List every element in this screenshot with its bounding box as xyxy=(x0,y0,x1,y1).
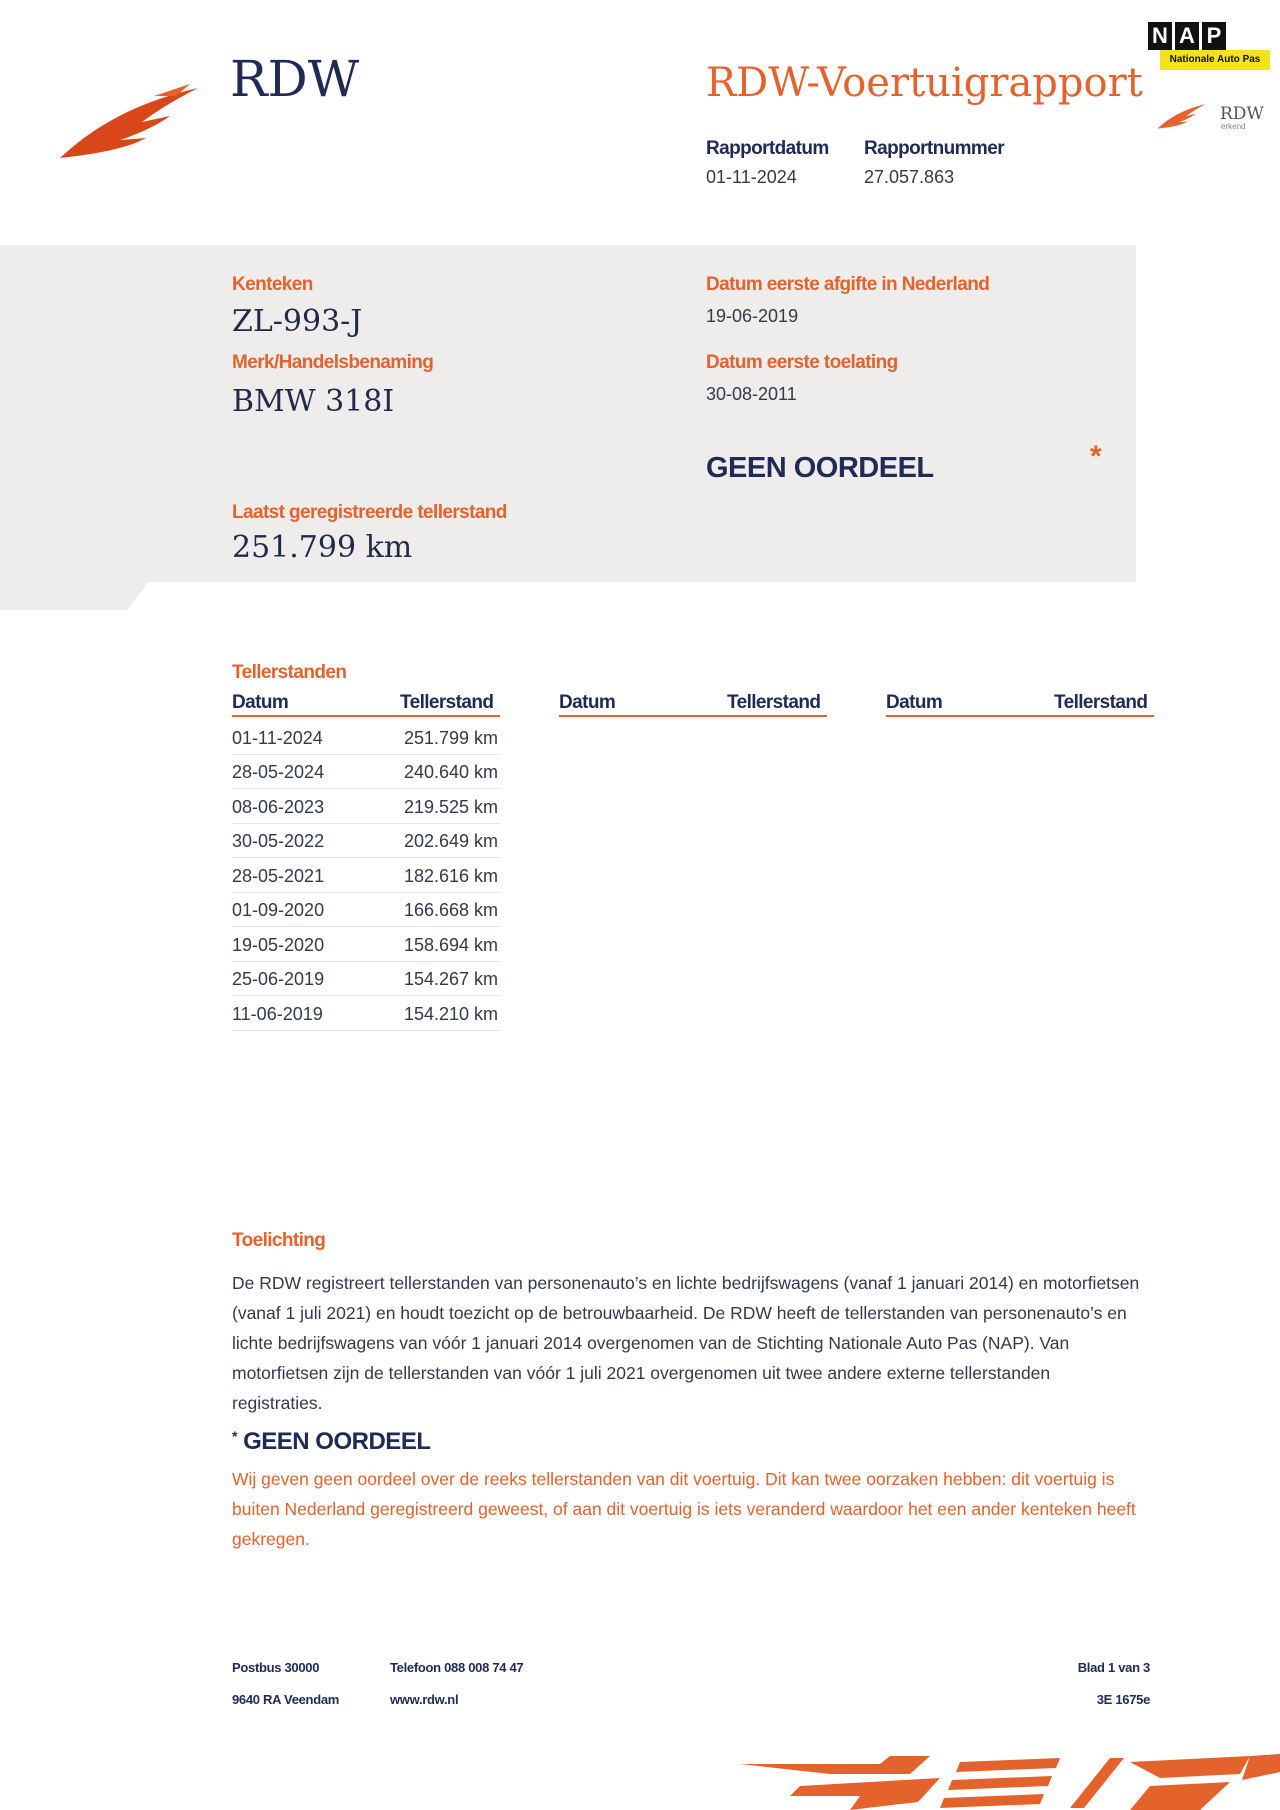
row-reading: 154.210 km xyxy=(403,1004,498,1024)
header-underline-2 xyxy=(559,715,827,717)
explanation-title: Toelichting xyxy=(232,1230,326,1251)
col-date-header-1: Datum xyxy=(232,692,289,713)
brand-name: RDW xyxy=(230,50,360,108)
verdict-text: GEEN OORDEEL xyxy=(706,452,934,484)
rdw-feather-logo xyxy=(58,82,208,162)
report-number-label: Rapportnummer xyxy=(864,138,1004,159)
first-nl-label: Datum eerste afgifte in Nederland xyxy=(706,274,990,295)
table-row xyxy=(232,754,500,789)
table-row xyxy=(232,961,500,996)
table-row xyxy=(232,720,500,755)
footer-postbus: Postbus 30000 xyxy=(232,1660,320,1675)
first-nl-value: 19-06-2019 xyxy=(706,306,799,326)
row-reading: 158.694 km xyxy=(403,935,498,955)
report-date-value: 01-11-2024 xyxy=(706,167,797,187)
row-reading: 202.649 km xyxy=(403,831,498,851)
note-heading xyxy=(232,1428,430,1456)
rdw-small-feather-icon xyxy=(1155,102,1211,130)
footer-page: Blad 1 van 3 xyxy=(1077,1660,1150,1675)
col-reading-header-3: Tellerstand xyxy=(1054,692,1148,713)
row-reading: 240.640 km xyxy=(403,762,498,782)
table-row xyxy=(232,927,500,962)
table-row xyxy=(232,823,500,858)
plate-label: Kenteken xyxy=(232,274,313,295)
row-date: 25-06-2019 xyxy=(232,969,325,989)
footer-phone: Telefoon 088 008 74 47 xyxy=(390,1660,524,1675)
footer-city: 9640 RA Veendam xyxy=(232,1692,340,1707)
note-title: GEEN OORDEEL xyxy=(243,1428,431,1455)
row-date: 28-05-2021 xyxy=(232,866,325,886)
col-reading-header-1: Tellerstand xyxy=(400,692,494,713)
table-row xyxy=(232,789,500,824)
note-body: Wij geven geen oordeel over de reeks tellerstanden van dit voertuig. Dit kan twee oorzaken hebben: dit voertuig is buiten Nederland geregistreerd geweest, of aan dit voertuig is iets veranderd waardoor het een ander kenteken heeft gekregen. xyxy=(232,1469,1136,1549)
nap-letter-a: A xyxy=(1175,22,1199,50)
header-underline-1 xyxy=(232,715,500,717)
report-title: RDW-Voertuigrapport xyxy=(706,60,1143,106)
rdw-badge-text: RDW xyxy=(1220,104,1264,124)
explanation-body: De RDW registreert tellerstanden van personenauto’s en lichte bedrijfswagens (vanaf 1 januari 2014) en motorfietsen (vanaf 1 juli 2021) en houdt toezicht op de betrouwbaarheid. De RDW heeft de tellerstanden van personenauto’s en lichte bedrijfswagens van vóór 1 januari 2014 overgenomen van de Stichting Nationale Auto Pas (NAP). Van motorfietsen zijn de tellerstanden van vóór 1 juli 2021 overgenomen uit twee andere externe tellerstanden registraties. xyxy=(232,1273,1140,1413)
row-reading: 166.668 km xyxy=(403,900,498,920)
row-date: 08-06-2023 xyxy=(232,797,325,817)
nap-letter-p: P xyxy=(1202,22,1226,50)
make-label: Merk/Handelsbenaming xyxy=(232,352,434,373)
col-date-header-2: Datum xyxy=(559,692,616,713)
row-reading: 219.525 km xyxy=(403,797,498,817)
header-underline-3 xyxy=(886,715,1154,717)
footer-website: www.rdw.nl xyxy=(390,1692,459,1707)
row-date: 19-05-2020 xyxy=(232,935,325,955)
col-reading-header-2: Tellerstand xyxy=(727,692,821,713)
first-admission-value: 30-08-2011 xyxy=(706,384,797,404)
plate-value: ZL-993-J xyxy=(232,304,363,339)
nap-subtitle: Nationale Auto Pas xyxy=(1160,50,1270,70)
row-date: 30-05-2022 xyxy=(232,831,325,851)
report-number-value: 27.057.863 xyxy=(864,167,955,187)
row-reading: 182.616 km xyxy=(403,866,498,886)
row-reading: 251.799 km xyxy=(403,728,498,748)
row-reading: 154.267 km xyxy=(403,969,498,989)
nap-letter-n: N xyxy=(1148,22,1172,50)
table-row xyxy=(232,892,500,927)
make-value: BMW 318I xyxy=(232,384,395,419)
nap-logo xyxy=(1148,22,1270,70)
odometer-section-title: Tellerstanden xyxy=(232,662,347,683)
table-row xyxy=(232,858,500,893)
row-date: 28-05-2024 xyxy=(232,762,325,782)
row-date: 01-11-2024 xyxy=(232,728,323,748)
last-odometer-label: Laatst geregistreerde tellerstand xyxy=(232,502,507,523)
last-odometer-value: 251.799 km xyxy=(232,530,413,565)
footer-stripes-decoration xyxy=(730,1752,1280,1810)
rdw-badge-sub: erkend xyxy=(1221,122,1246,131)
verdict-asterisk: * xyxy=(1090,440,1102,473)
first-admission-label: Datum eerste toelating xyxy=(706,352,898,373)
row-date: 01-09-2020 xyxy=(232,900,325,920)
footer-code: 3E 1675e xyxy=(1096,1692,1150,1707)
panel-tail xyxy=(0,580,150,610)
col-date-header-3: Datum xyxy=(886,692,943,713)
table-row xyxy=(232,996,500,1031)
report-date-label: Rapportdatum xyxy=(706,138,829,159)
row-date: 11-06-2019 xyxy=(232,1004,323,1024)
note-asterisk: * xyxy=(232,1428,237,1444)
